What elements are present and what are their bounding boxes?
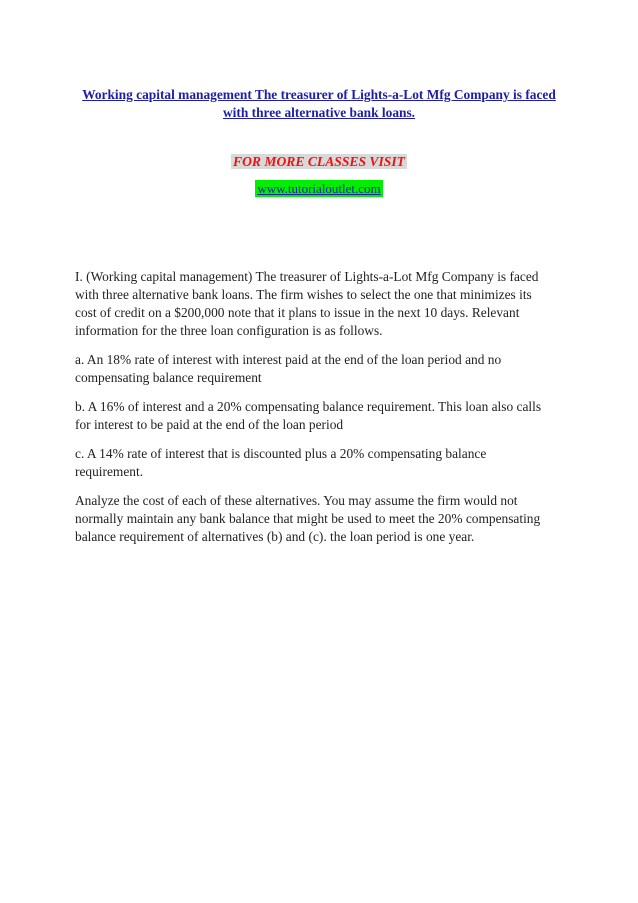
question-intro-paragraph: I. (Working capital management) The treasurer of Lights-a-Lot Mfg Company is faced with three alternative bank loans. The firm wishes to select the one that minimizes its cost of credit on a $200,000 note that it plans to issue in the next 10 days. Relevant information for the three loan configuration is as follows. [75, 269, 539, 338]
option-b-paragraph: b. A 16% of interest and a 20% compensating balance requirement. This loan also calls for interest to be paid at the end of the loan period [75, 399, 542, 432]
promo-line [0, 153, 638, 171]
question-body [75, 268, 555, 557]
tutorial-link[interactable]: www.tutorialoutlet.com [257, 181, 381, 196]
option-c-paragraph: c. A 14% rate of interest that is discounted plus a 20% compensating balance requirement. [75, 446, 487, 479]
analysis-paragraph: Analyze the cost of each of these alternatives. You may assume the firm would not normally maintain any bank balance that might be used to meet the 20% compensating balance requirement of alternatives (b) and (c). the loan period is one year. [75, 493, 541, 544]
link-line [0, 180, 638, 198]
option-a-paragraph: a. An 18% rate of interest with interest paid at the end of the loan period and no compensating balance requirement [75, 352, 502, 385]
document-title: Working capital management The treasurer of Lights-a-Lot Mfg Company is faced with three alternative bank loans. [82, 87, 556, 120]
promo-text: FOR MORE CLASSES VISIT [233, 154, 405, 169]
